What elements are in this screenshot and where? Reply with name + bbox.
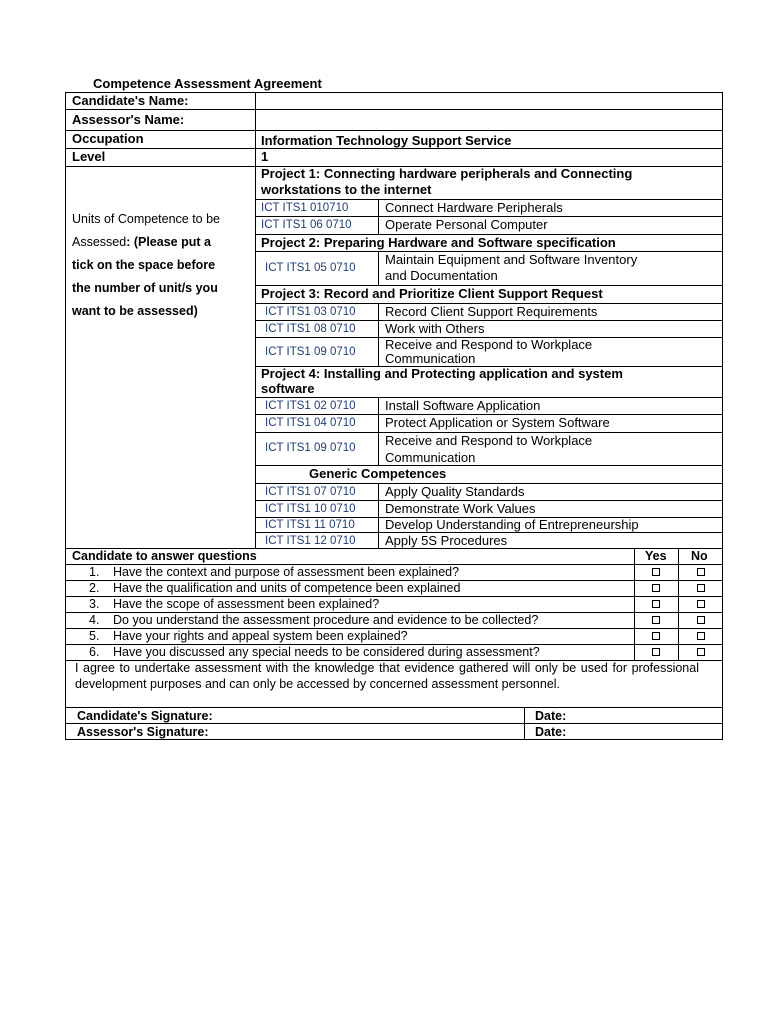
yes-checkbox[interactable] — [652, 616, 660, 624]
unit-code: ICT ITS1 06 0710 — [261, 219, 352, 231]
question-number: 5. — [89, 629, 100, 643]
yes-checkbox[interactable] — [652, 600, 660, 608]
generic-competences-title: Generic Competences — [309, 466, 447, 481]
unit-code: ICT ITS1 08 0710 — [265, 323, 356, 335]
question-number: 4. — [89, 613, 100, 627]
candidate-date-label: Date: — [535, 709, 567, 723]
no-checkbox[interactable] — [697, 584, 705, 592]
yes-checkbox[interactable] — [652, 648, 660, 656]
agreement-statement: I agree to undertake assessment with the knowledge that evidence gathered will only be used for professional development purposes and can only be accessed by concerned assessment personnel. — [75, 661, 699, 691]
unit-name: Demonstrate Work Values — [385, 501, 536, 516]
unit-code: ICT ITS1 12 0710 — [265, 535, 356, 547]
unit-name: Install Software Application — [385, 398, 541, 413]
unit-name: Connect Hardware Peripherals — [385, 200, 563, 215]
unit-code: ICT ITS1 03 0710 — [265, 306, 356, 318]
question-text: Have you discussed any special needs to be considered during assessment? — [113, 645, 540, 659]
unit-name-cont: Communication — [385, 351, 476, 366]
question-text: Have your rights and appeal system been explained? — [113, 629, 408, 643]
unit-name: Develop Understanding of Entrepreneurship — [385, 517, 639, 532]
unit-name: Receive and Respond to Workplace — [385, 433, 593, 448]
yes-header: Yes — [645, 549, 667, 563]
questions-header: Candidate to answer questions — [72, 549, 257, 563]
unit-name-cont: Communication — [385, 450, 476, 465]
unit-code: ICT ITS1 010710 — [261, 202, 349, 214]
no-checkbox[interactable] — [697, 632, 705, 640]
project-1-title-cont: workstations to the internet — [261, 182, 432, 197]
question-text: Have the scope of assessment been explained? — [113, 597, 380, 611]
question-text: Have the context and purpose of assessment been explained? — [113, 565, 460, 579]
question-number: 6. — [89, 645, 100, 659]
unit-code: ICT ITS1 09 0710 — [265, 442, 356, 454]
yes-checkbox[interactable] — [652, 568, 660, 576]
unit-name: Work with Others — [385, 321, 485, 336]
unit-name: Apply 5S Procedures — [385, 533, 508, 548]
question-text: Have the qualification and units of competence been explained — [113, 581, 461, 595]
unit-code: ICT ITS1 09 0710 — [265, 346, 356, 358]
project-3-title: Project 3: Record and Prioritize Client Support Request — [261, 286, 603, 301]
project-1-title: Project 1: Connecting hardware peripherals and Connecting — [261, 166, 633, 181]
unit-code: ICT ITS1 05 0710 — [265, 262, 356, 274]
candidate-name-label: Candidate's Name: — [72, 93, 189, 108]
project-4-title: Project 4: Installing and Protecting application and system — [261, 366, 623, 381]
candidate-signature-label: Candidate's Signature: — [77, 709, 213, 723]
no-checkbox[interactable] — [697, 616, 705, 624]
level-value: 1 — [261, 149, 269, 164]
unit-code: ICT ITS1 11 0710 — [265, 519, 355, 531]
unit-code: ICT ITS1 07 0710 — [265, 486, 356, 498]
level-label: Level — [72, 149, 106, 164]
yes-checkbox[interactable] — [652, 584, 660, 592]
assessor-date-label: Date: — [535, 725, 567, 739]
unit-name: Receive and Respond to Workplace — [385, 337, 593, 352]
occupation-label: Occupation — [72, 131, 144, 146]
no-header: No — [691, 549, 708, 563]
unit-name: Operate Personal Computer — [385, 217, 548, 232]
unit-code: ICT ITS1 10 0710 — [265, 503, 356, 515]
question-number: 2. — [89, 581, 100, 595]
page-title: Competence Assessment Agreement — [93, 76, 322, 91]
no-checkbox[interactable] — [697, 648, 705, 656]
unit-name: Apply Quality Standards — [385, 484, 525, 499]
project-2-title: Project 2: Preparing Hardware and Software specification — [261, 235, 616, 250]
no-checkbox[interactable] — [697, 600, 705, 608]
yes-checkbox[interactable] — [652, 632, 660, 640]
unit-code: ICT ITS1 04 0710 — [265, 417, 356, 429]
unit-name: Record Client Support Requirements — [385, 304, 598, 319]
unit-name-cont: and Documentation — [385, 268, 498, 283]
question-number: 3. — [89, 597, 100, 611]
project-4-title-cont: software — [261, 381, 315, 396]
unit-name: Maintain Equipment and Software Inventory — [385, 252, 638, 267]
question-text: Do you understand the assessment procedure and evidence to be collected? — [113, 613, 539, 627]
occupation-value: Information Technology Support Service — [261, 133, 512, 148]
assessor-signature-label: Assessor's Signature: — [77, 725, 209, 739]
unit-name: Protect Application or System Software — [385, 415, 610, 430]
no-checkbox[interactable] — [697, 568, 705, 576]
question-number: 1. — [89, 565, 100, 579]
unit-code: ICT ITS1 02 0710 — [265, 400, 356, 412]
assessor-name-label: Assessor's Name: — [72, 112, 185, 127]
